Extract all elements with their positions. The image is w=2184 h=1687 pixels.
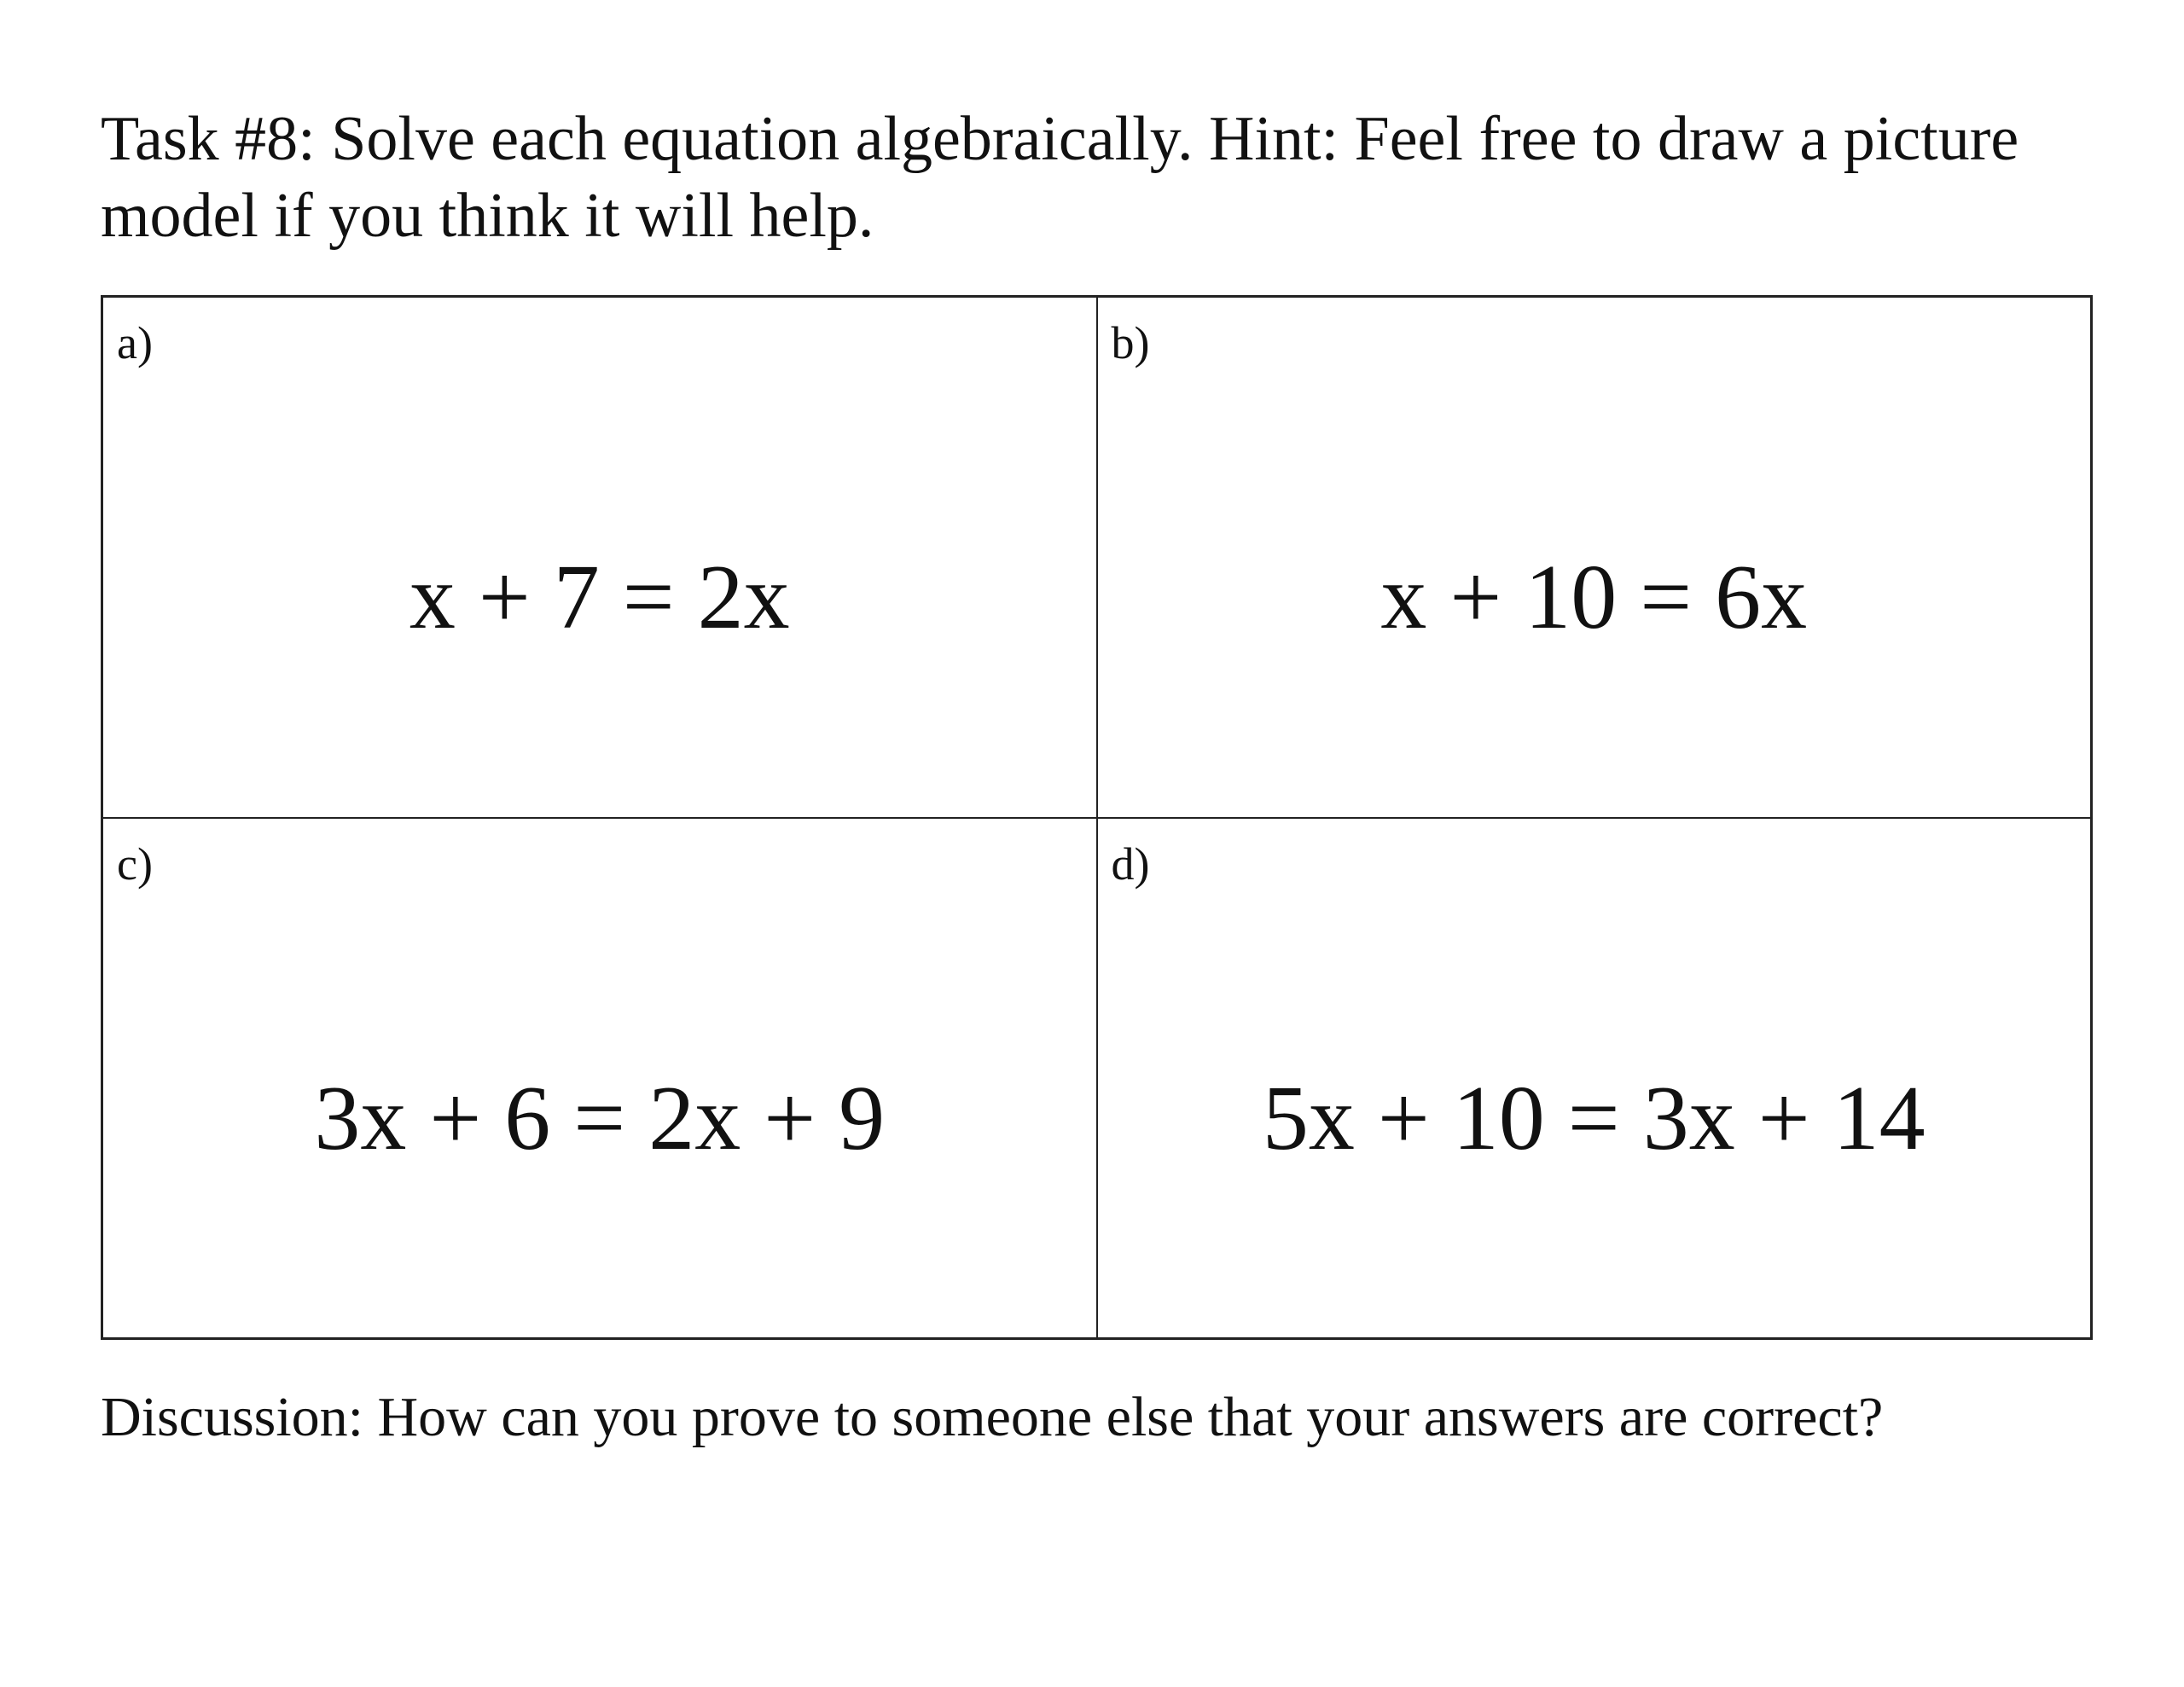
- problem-label: c): [117, 838, 153, 890]
- problem-cell-b: [1097, 297, 2092, 818]
- task-title: Task #8: Solve each equation algebraically. Hint: Feel free to draw a picture model if you think it will help.: [101, 104, 2019, 251]
- discussion-prompt: Discussion: How can you prove to someone else that your answers are correct?: [101, 1386, 1884, 1448]
- equation: 3x + 6 = 2x + 9: [314, 1067, 886, 1169]
- problem-label: b): [1111, 317, 1150, 368]
- problem-cell-d: [1097, 818, 2092, 1339]
- problem-grid: [101, 295, 2093, 1340]
- problem-cell-c: [102, 818, 1097, 1339]
- equation: x + 7 = 2x: [409, 547, 790, 649]
- problem-label: d): [1111, 838, 1150, 890]
- equation: x + 10 = 6x: [1380, 547, 1808, 649]
- problem-cell-a: [102, 297, 1097, 818]
- equation: 5x + 10 = 3x + 14: [1262, 1067, 1926, 1169]
- problem-label: a): [117, 317, 153, 368]
